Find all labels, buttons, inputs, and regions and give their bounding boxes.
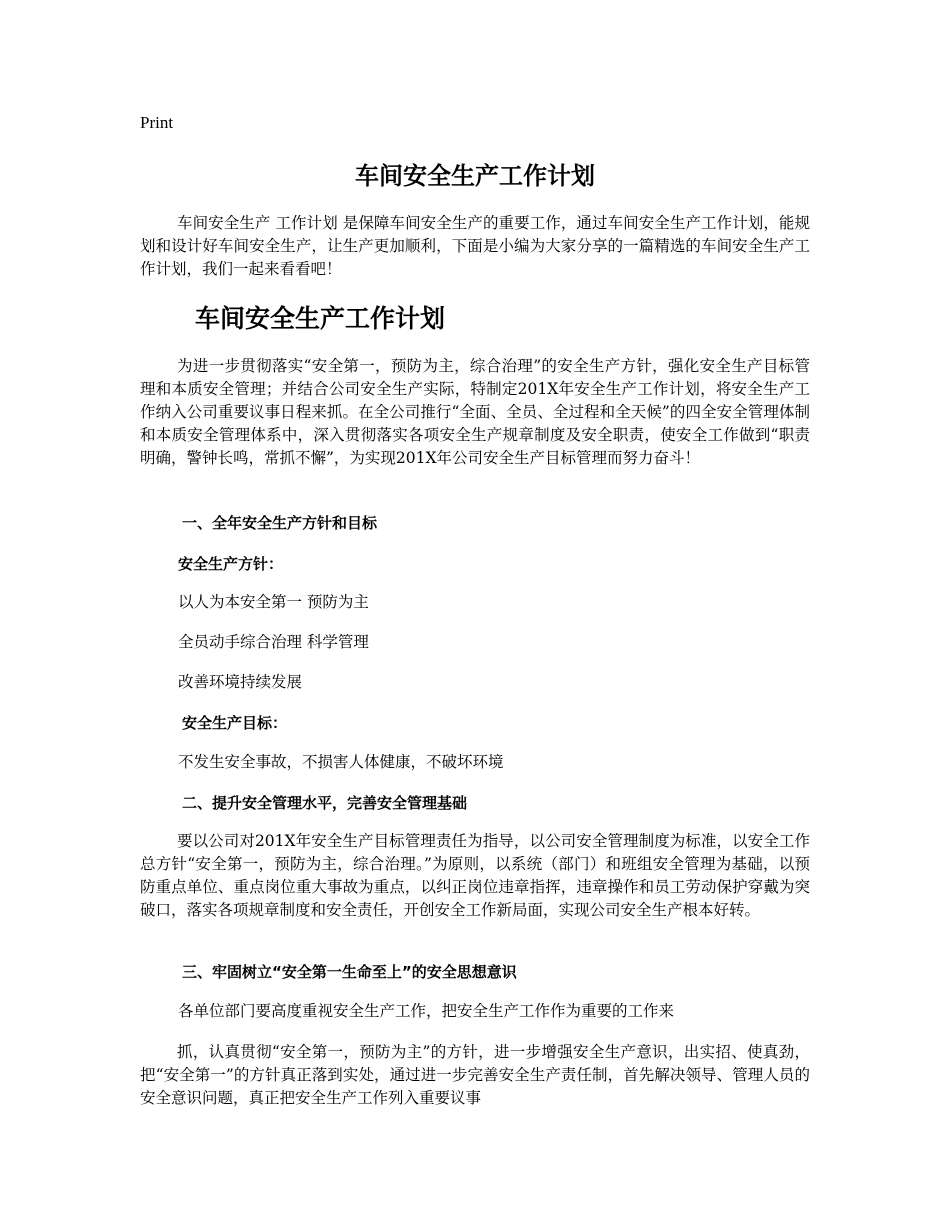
goal-line: 不发生安全事故，不损害人体健康，不破坏环境 [178,753,504,771]
section-heading-3: 三、牢固树立“安全第一生命至上”的安全思想意识 [182,963,517,981]
body-paragraph-2: 要以公司对201X年安全生产目标管理责任为指导，以公司安全管理制度为标准，以安全工作总方针“安全第一，预防为主，综合治理。”为原则，以系统（部门）和班组安全管理为基础，以预防重点单位、重点岗位重大事故为重点，以纠正岗位违章指挥，违章操作和员工劳动保护穿戴为突破口，落实各项规章制度和安全责任，开创安全工作新局面，实现公司安全生产根本好转。 [140,832,810,919]
goal-heading: 安全生产目标： [182,714,288,732]
policy-line-3: 改善环境持续发展 [178,673,303,691]
page-title: 车间安全生产工作计划 [355,162,595,190]
policy-line-2: 全员动手综合治理 科学管理 [178,633,369,651]
intro-paragraph: 车间安全生产 工作计划 是保障车间安全生产的重要工作，通过车间安全生产工作计划，能规划和设计好车间安全生产，让生产更加顺利，下面是小编为大家分享的一篇精选的车间安全生产工作计划，我们一起来看看吧！ [140,214,810,278]
print-label: Print [140,113,174,132]
section-heading-1: 一、全年安全生产方针和目标 [182,514,378,532]
body-paragraph-4: 抓，认真贯彻“安全第一，预防为主”的方针，进一步增强安全生产意识，出实招、使真劲，把“安全第一”的方针真正落到实处，通过进一步完善安全生产责任制，首先解决领导、管理人员的安全意识问题，真正把安全生产工作列入重要议事 [140,1043,810,1107]
section-title: 车间安全生产工作计划 [195,304,446,333]
policy-heading: 安全生产方针： [178,555,284,573]
section-heading-2: 二、提升安全管理水平，完善安全管理基础 [182,794,468,812]
body-paragraph-1: 为进一步贯彻落实“安全第一，预防为主，综合治理”的安全生产方针，强化安全生产目标管理和本质安全管理；并结合公司安全生产实际，特制定201X年安全生产工作计划，将安全生产工作纳入公司重要议事日程来抓。在全公司推行“全面、全员、全过程和全天候”的四全安全管理体制和本质安全管理体系中，深入贯彻落实各项安全生产规章制度及安全职责，使安全工作做到“职责明确，警钟长鸣，常抓不懈”，为实现201X年公司安全生产目标管理而努力奋斗！ [140,357,810,467]
policy-line-1: 以人为本安全第一 预防为主 [178,593,369,611]
body-paragraph-3: 各单位部门要高度重视安全生产工作，把安全生产工作作为重要的工作来 [178,1002,675,1020]
